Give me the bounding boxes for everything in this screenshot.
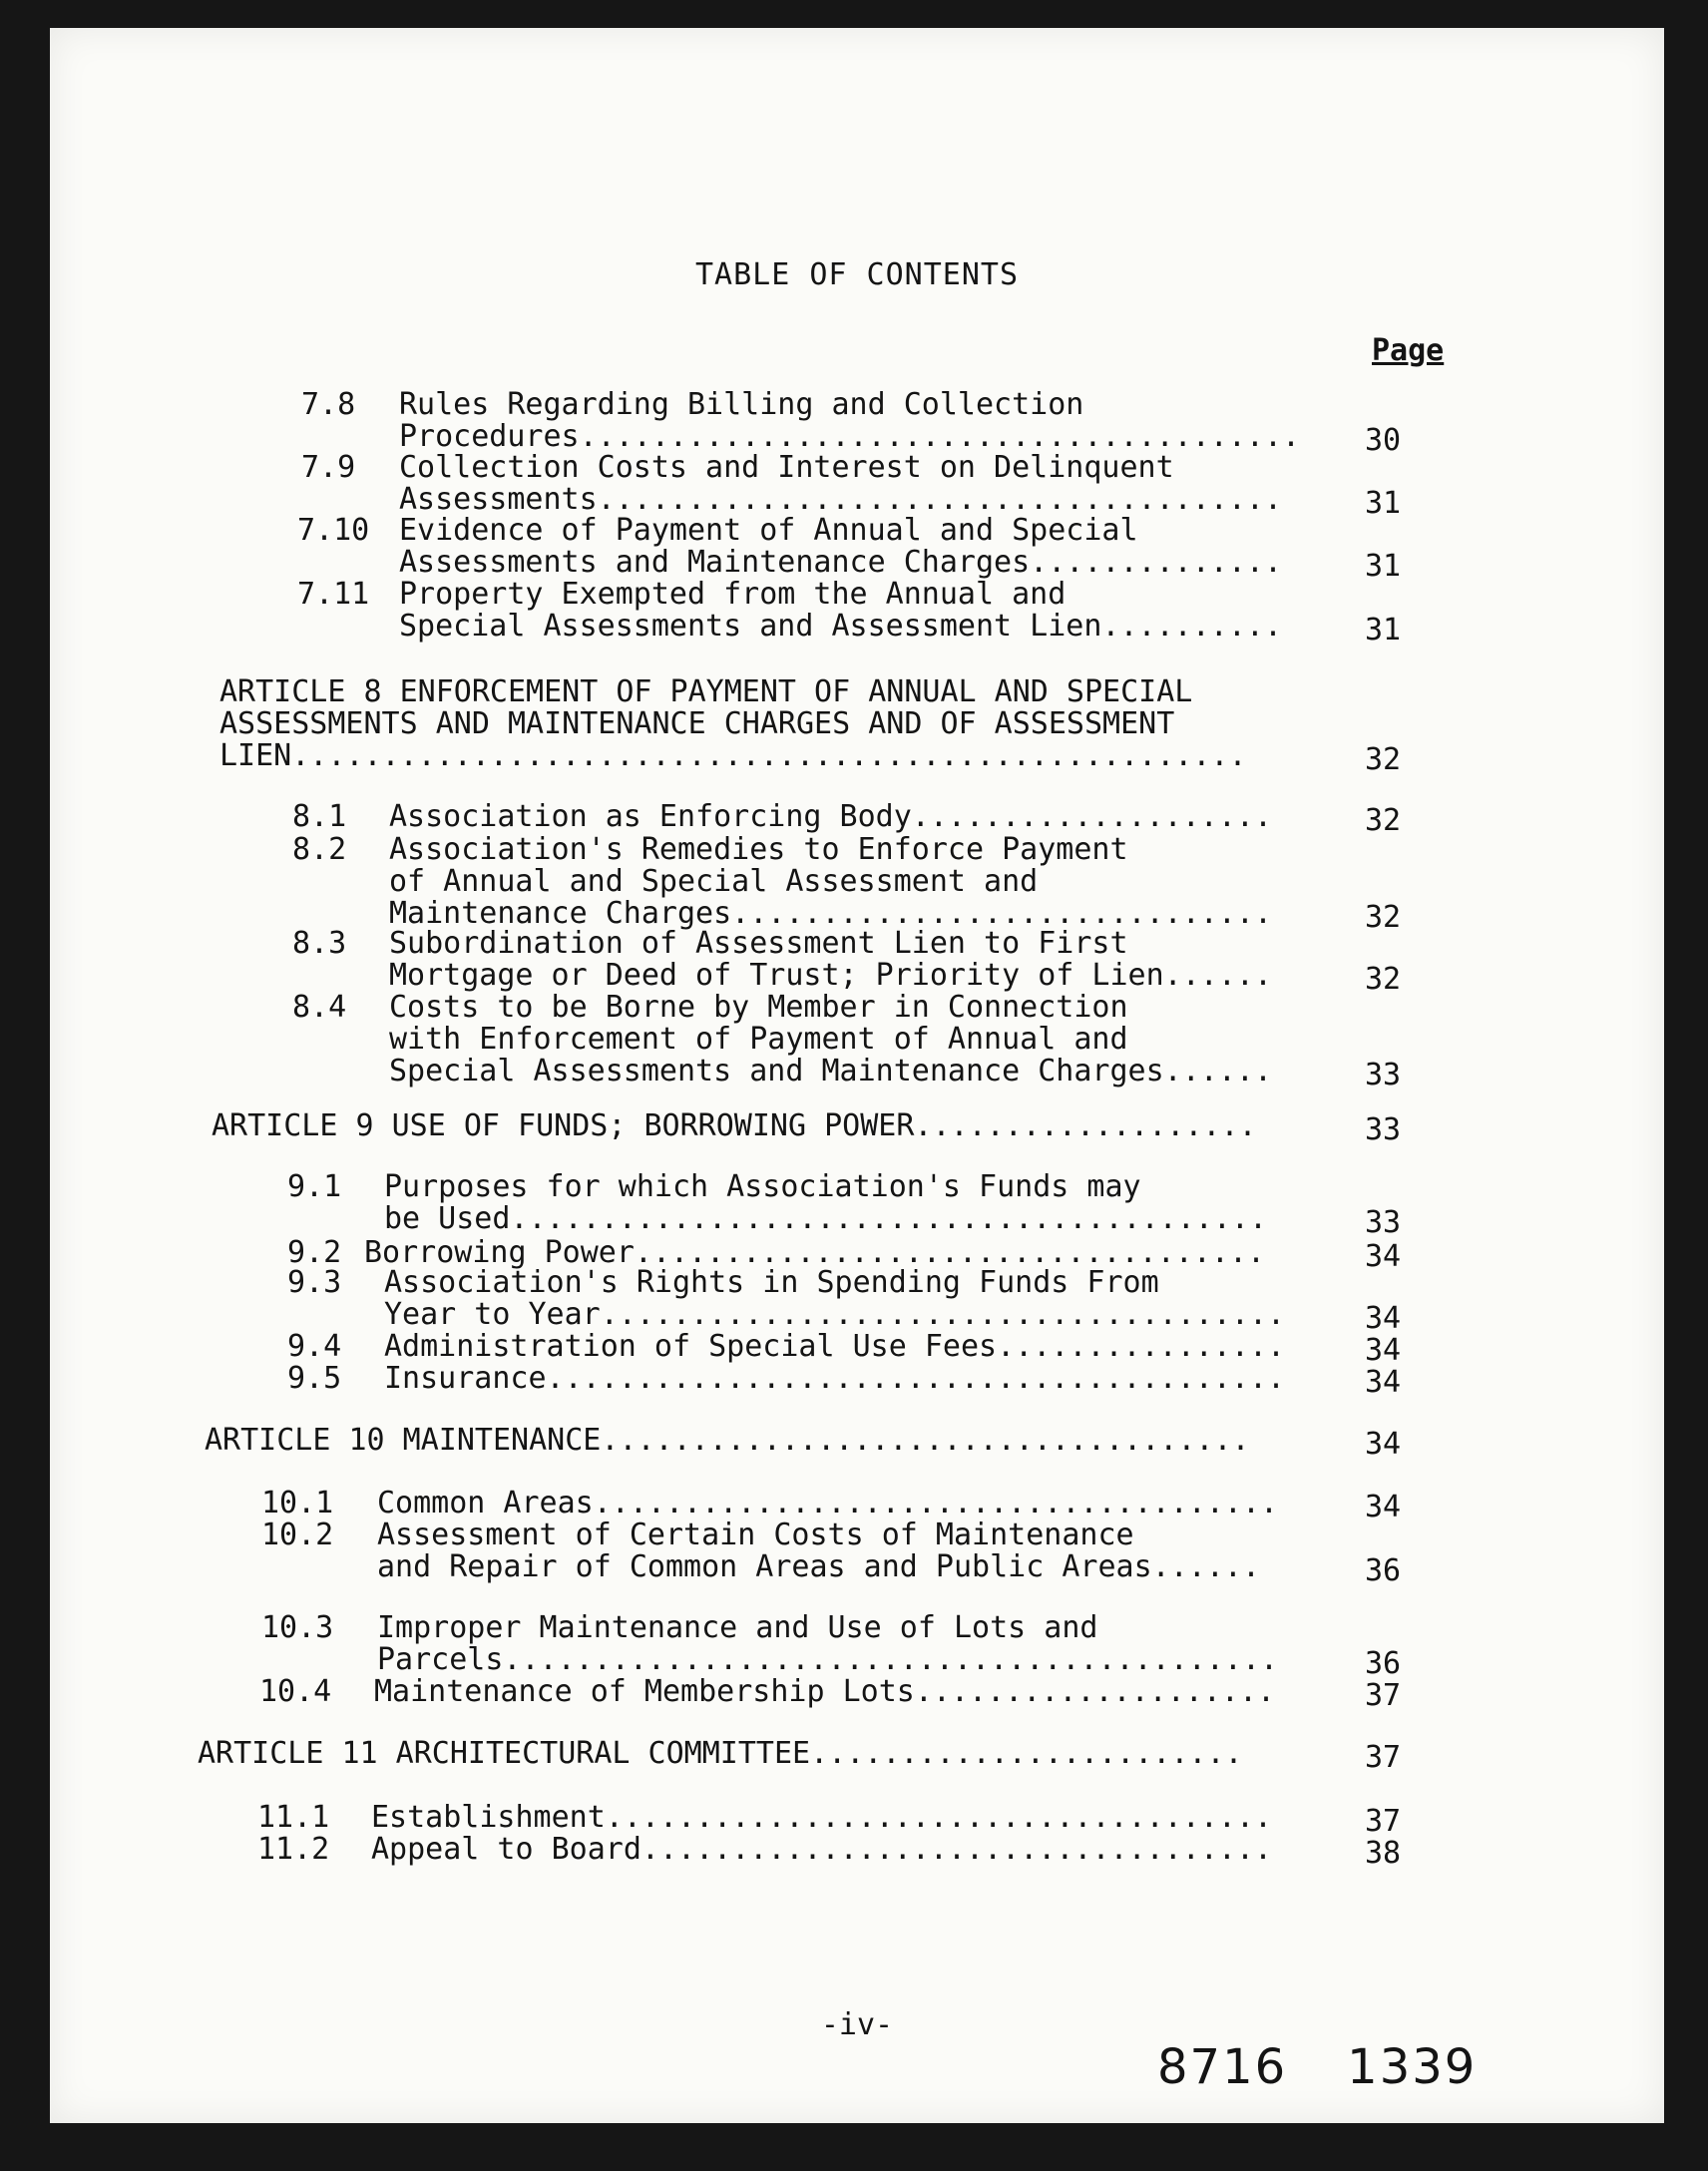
toc-page-number: 34 [1365,1301,1402,1336]
toc-entry-number: 10.2 [261,1518,334,1552]
toc-entry-number: 8.3 [292,926,347,961]
toc-entry-text: ARTICLE 10 MAINTENANCE.................................... [205,1423,1250,1458]
toc-entry-number: 9.3 [287,1265,342,1300]
toc-entry-text: Appeal to Board................................... [371,1832,1273,1867]
toc-entry-text: Common Areas...................................... [377,1486,1279,1520]
toc-page-number: 33 [1365,1058,1402,1092]
stamp-book: 8716 [1157,2039,1288,2095]
toc-page-number: 36 [1365,1553,1402,1588]
document-stamp [1157,2039,1536,2095]
toc-entry-number: 9.2 [287,1235,342,1270]
toc-page-number: 33 [1365,1112,1402,1147]
toc-entry-text: Establishment..................................... [371,1800,1273,1835]
page-column-header: Page [1372,333,1445,368]
toc-entry-number: 9.1 [287,1169,342,1204]
toc-entry-number: 9.4 [287,1329,342,1364]
toc-entry-text: Purposes for which Association's Funds may [384,1169,1141,1204]
toc-entry-number: 8.1 [292,799,347,834]
toc-entry-text: be Used.......................................... [384,1201,1268,1236]
toc-page-number: 36 [1365,1646,1402,1681]
toc-entry-text: Assessments and Maintenance Charges.............. [399,545,1283,580]
toc-page-number: 30 [1365,423,1402,458]
toc-entry-number: 7.10 [297,513,370,548]
toc-page-number: 37 [1365,1804,1402,1839]
toc-page-number: 37 [1365,1678,1402,1713]
toc-entry-text: Parcels........................................... [377,1642,1279,1677]
toc-list [50,28,1664,2123]
toc-entry-text: ARTICLE 11 ARCHITECTURAL COMMITTEE........................ [198,1736,1243,1771]
toc-page-number: 34 [1365,1333,1402,1368]
toc-entry-text: of Annual and Special Assessment and [389,864,1039,899]
toc-entry-text: ASSESSMENTS AND MAINTENANCE CHARGES AND OF ASSESSMENT [219,706,1175,741]
toc-entry-number: 10.3 [261,1610,334,1645]
toc-entry-text: Borrowing Power................................... [364,1235,1266,1270]
toc-entry-text: Administration of Special Use Fees................ [384,1329,1286,1364]
toc-entry-text: Maintenance of Membership Lots.................... [374,1674,1276,1709]
toc-entry-number: 8.2 [292,832,347,867]
toc-entry-text: ARTICLE 8 ENFORCEMENT OF PAYMENT OF ANNUAL AND SPECIAL [219,674,1193,709]
page-title: TABLE OF CONTENTS [694,257,1020,292]
toc-entry-text: Special Assessments and Maintenance Charges...... [389,1054,1273,1088]
toc-entry-text: Procedures........................................ [399,419,1301,454]
toc-entry-text: Rules Regarding Billing and Collection [399,387,1084,422]
toc-entry-text: Association as Enforcing Body.................... [389,799,1273,834]
stamp-page: 1339 [1347,2039,1478,2095]
toc-page-number: 38 [1365,1836,1402,1871]
toc-entry-text: Improper Maintenance and Use of Lots and [377,1610,1098,1645]
toc-entry-text: with Enforcement of Payment of Annual and [389,1022,1128,1057]
toc-entry-number: 11.1 [257,1800,330,1835]
toc-entry-text: Evidence of Payment of Annual and Special [399,513,1138,548]
toc-page-number: 33 [1365,1205,1402,1240]
toc-page-number: 32 [1365,803,1402,838]
toc-entry-number: 7.8 [301,387,356,422]
toc-entry-text: Maintenance Charges.............................. [389,896,1273,931]
toc-entry-text: Association's Remedies to Enforce Payment [389,832,1128,867]
toc-entry-text: Assessments...................................... [399,482,1283,517]
toc-entry-text: LIEN..................................................... [219,738,1247,773]
toc-page-number: 34 [1365,1365,1402,1400]
toc-page-number: 34 [1365,1239,1402,1274]
toc-page-number: 32 [1365,900,1402,935]
toc-page-number: 32 [1365,962,1402,997]
footer-page-number: -iv- [820,2007,894,2042]
toc-entry-number: 10.4 [259,1674,332,1709]
toc-entry-number: 7.11 [297,577,370,612]
toc-entry-text: Property Exempted from the Annual and [399,577,1067,612]
toc-entry-text: Special Assessments and Assessment Lien.......... [399,609,1283,644]
toc-entry-text: Mortgage or Deed of Trust; Priority of Lien...... [389,958,1273,993]
toc-entry-text: Costs to be Borne by Member in Connection [389,990,1128,1025]
toc-entry-number: 10.1 [261,1486,334,1520]
toc-page-number: 31 [1365,549,1402,584]
toc-entry-number: 11.2 [257,1832,330,1867]
toc-entry-text: Assessment of Certain Costs of Maintenance [377,1518,1134,1552]
toc-page-number: 32 [1365,742,1402,777]
toc-entry-text: and Repair of Common Areas and Public Areas...... [377,1549,1261,1584]
toc-page-number: 34 [1365,1490,1402,1524]
toc-page-number: 34 [1365,1427,1402,1462]
toc-entry-text: Insurance......................................... [384,1361,1286,1396]
toc-entry-text: Collection Costs and Interest on Delinquent [399,450,1174,485]
toc-entry-number: 7.9 [301,450,356,485]
toc-page-number: 31 [1365,486,1402,521]
toc-page-number: 37 [1365,1740,1402,1775]
toc-entry-text: Subordination of Assessment Lien to First [389,926,1128,961]
toc-entry-number: 9.5 [287,1361,342,1396]
toc-entry-text: ARTICLE 9 USE OF FUNDS; BORROWING POWER................... [212,1108,1257,1143]
toc-entry-text: Association's Rights in Spending Funds From [384,1265,1159,1300]
toc-entry-number: 8.4 [292,990,347,1025]
document-page [50,28,1664,2123]
toc-entry-text: Year to Year...................................... [384,1297,1286,1332]
toc-page-number: 31 [1365,613,1402,648]
